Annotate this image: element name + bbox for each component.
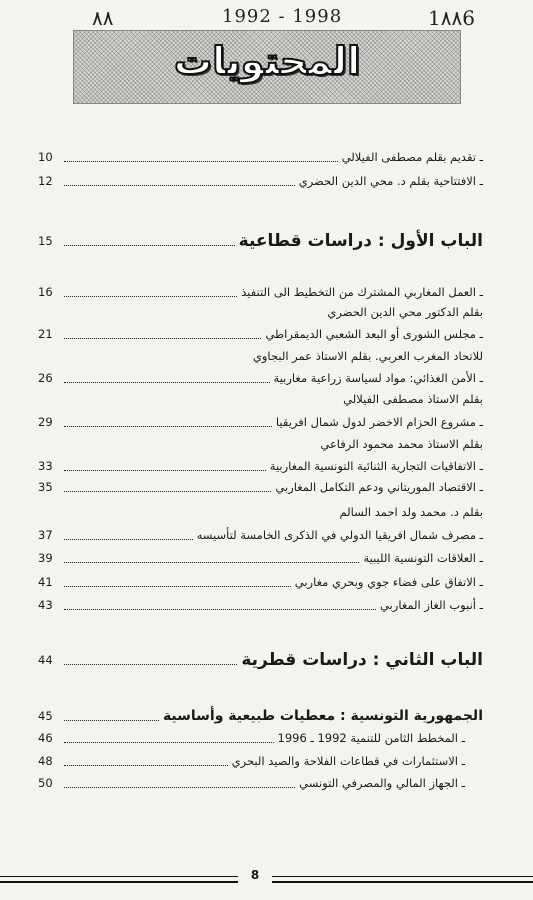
toc-entry[interactable]	[38, 596, 483, 614]
leader-dots	[64, 720, 159, 721]
contents-banner	[73, 30, 461, 104]
toc-entry-title: ـ الاقتصاد الموريتاني ودعم التكامل المغاربي	[275, 480, 483, 494]
leader-dots	[64, 664, 237, 665]
toc-entry-title: ـ الاستثمارات في قطاعات الفلاحة والصيد البحري	[231, 754, 465, 768]
section-title: الباب الأول : دراسات قطاعية	[238, 231, 483, 251]
toc-author: للاتحاد المغرب العربي. بقلم الاستاذ عمر البجاوي	[252, 349, 483, 363]
toc-page-number: 29	[38, 415, 53, 429]
toc-entry-title: ـ مجلس الشورى أو البعد الشعبي الديمقراطي	[265, 327, 483, 341]
toc-page-number: 41	[38, 575, 53, 589]
subsection-title: الجمهورية التونسية : معطيات طبيعية وأساسية	[162, 708, 483, 724]
toc-entry[interactable]	[38, 526, 483, 544]
toc-entry[interactable]	[38, 283, 483, 301]
toc-page-number: 44	[38, 653, 53, 667]
toc-author: بقلم الدكتور محي الدين الحضري	[327, 305, 483, 319]
toc-entry[interactable]	[38, 752, 465, 770]
toc-entry[interactable]	[38, 413, 483, 431]
toc-entry[interactable]	[38, 573, 483, 591]
toc-page-number: 21	[38, 327, 53, 341]
toc-entry[interactable]	[38, 478, 483, 496]
toc-page-number: 26	[38, 371, 53, 385]
toc-page-number: 37	[38, 528, 53, 542]
toc-page-number: 50	[38, 776, 53, 790]
toc-entry-title: ـ الاتفاقيات التجارية الثنائية التونسية المغاربية	[269, 459, 483, 473]
page-footer	[0, 867, 533, 887]
leader-dots	[64, 491, 271, 492]
toc-entry[interactable]	[38, 549, 483, 567]
toc-page-number: 10	[38, 150, 53, 164]
handwritten-note-left: ٨٨	[92, 6, 114, 30]
footer-rule-left	[0, 876, 238, 883]
toc-entry[interactable]	[38, 774, 465, 792]
leader-dots	[64, 470, 266, 471]
toc-page-number: 16	[38, 285, 53, 299]
toc-page-number: 35	[38, 480, 53, 494]
toc-section-heading[interactable]	[38, 232, 483, 250]
toc-entry[interactable]	[38, 369, 483, 387]
toc-entry-title: ـ مشروع الحزام الاخضر لدول شمال افريقيا	[275, 415, 483, 429]
handwritten-note-years: 1992 - 1998	[222, 6, 343, 27]
leader-dots	[64, 296, 237, 297]
toc-entry-title: ـ تقديم بقلم مصطفى الفيلالي	[341, 150, 483, 164]
toc-entry[interactable]	[38, 148, 483, 166]
toc-entry-title: ـ العمل المغاربي المشترك من التخطيط الى التنفيذ	[241, 285, 483, 299]
handwritten-note-right: 1٨٨6	[428, 6, 475, 30]
toc-entry[interactable]	[38, 729, 465, 747]
toc-entry-title: ـ الجهاز المالي والمصرفي التونسي	[299, 776, 465, 790]
toc-entry-title: ـ العلاقات التونسية الليبية	[363, 551, 483, 565]
toc-page-number: 43	[38, 598, 53, 612]
toc-author: بقلم الاستاذ مصطفى الفيلالي	[343, 392, 483, 406]
toc-entry-title: ـ المخطط الثامن للتنمية 1992 ـ 1996	[277, 731, 465, 745]
toc-page-number: 12	[38, 174, 53, 188]
leader-dots	[64, 609, 376, 610]
toc-entry[interactable]	[38, 457, 483, 475]
toc-page-number: 48	[38, 754, 53, 768]
toc-entry-title: ـ أنبوب الغاز المغاربي	[379, 598, 483, 612]
toc-author: بقلم الاستاذ محمد محمود الرفاعي	[320, 437, 483, 451]
toc-page-number: 15	[38, 234, 53, 248]
leader-dots	[64, 185, 295, 186]
leader-dots	[64, 787, 295, 788]
toc-section-heading[interactable]	[38, 651, 483, 669]
leader-dots	[64, 338, 261, 339]
toc-author: بقلم د. محمد ولد احمد السالم	[339, 505, 483, 519]
toc-page-number: 46	[38, 731, 53, 745]
leader-dots	[64, 742, 274, 743]
toc-page-number: 39	[38, 551, 53, 565]
toc-subsection-heading[interactable]	[38, 707, 483, 725]
leader-dots	[64, 426, 272, 427]
leader-dots	[64, 562, 359, 563]
leader-dots	[64, 245, 235, 246]
toc-entry[interactable]	[38, 172, 483, 190]
toc-page-number: 45	[38, 709, 53, 723]
leader-dots	[64, 586, 291, 587]
leader-dots	[64, 539, 193, 540]
toc-entry-title: ـ الأمن الغذائي: مواد لسياسة زراعية مغاربية	[273, 371, 483, 385]
toc-entry[interactable]	[38, 325, 483, 343]
footer-rule-right	[272, 876, 533, 883]
toc-entry-title: ـ الافتتاحية بقلم د. محي الدين الحضري	[298, 174, 483, 188]
toc-entry-title: ـ الاتفاق على فضاء جوي وبحري مغاربي	[294, 575, 483, 589]
section-title: الباب الثاني : دراسات قطرية	[241, 650, 483, 670]
leader-dots	[64, 161, 338, 162]
toc-page-number: 33	[38, 459, 53, 473]
footer-page-number: 8	[250, 868, 260, 882]
leader-dots	[64, 765, 228, 766]
toc-entry-title: ـ مصرف شمال افريقيا الدولي في الذكرى الخامسة لتأسيسه	[196, 528, 483, 542]
contents-title: المحتويات	[173, 39, 361, 83]
leader-dots	[64, 382, 270, 383]
